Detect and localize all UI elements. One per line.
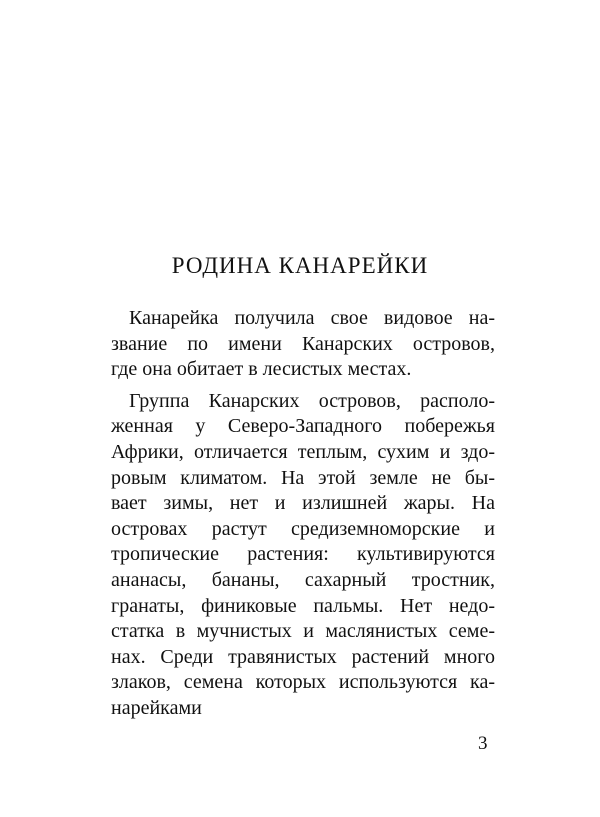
text-line: ананасы, бананы, сахарный тростник,: [111, 568, 495, 591]
text-line: где она обитает в лесистых местах.: [111, 358, 412, 381]
text-line: женная у Северо-Западного побережья: [111, 415, 495, 438]
page-number: 3: [478, 733, 488, 754]
text-line: злаков, семена которых используются ка-: [111, 671, 495, 694]
paragraph-1: [111, 306, 495, 383]
text-line: Африки, отличается теплым, сухим и здо-: [111, 440, 495, 463]
text-line: нах. Среди травянистых растений много: [111, 645, 495, 668]
text-line: островах растут средиземноморские и: [111, 517, 495, 540]
text-line: звание по имени Канарских островов,: [111, 332, 495, 355]
text-line: Канарейка получила свое видовое на-: [129, 307, 495, 329]
text-line: гранаты, финиковые пальмы. Нет недо-: [111, 594, 495, 617]
text-line: тропические растения: культивируются: [111, 543, 495, 566]
body-text: [111, 306, 495, 722]
text-line: нарейками: [111, 696, 202, 719]
text-line: ровым климатом. На этой земле не бы-: [111, 466, 495, 489]
text-line: Группа Канарских островов, располо-: [129, 389, 495, 412]
chapter-title: РОДИНА КАНАРЕЙКИ: [171, 253, 429, 278]
text-line: статка в мучнистых и маслянистых семе-: [111, 620, 495, 643]
paragraph-2: [111, 389, 495, 722]
text-line: вает зимы, нет и излишней жары. На: [111, 492, 495, 515]
